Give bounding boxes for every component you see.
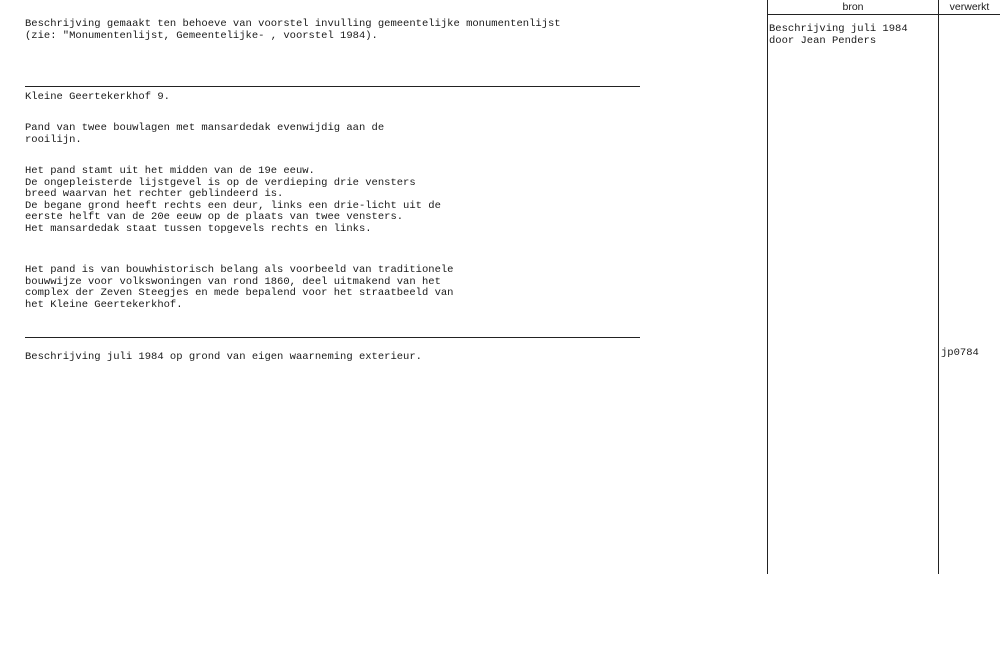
intro-text: Beschrijving gemaakt ten behoeve van voorstel invulling gemeentelijke monumentenlijst (zie: "Monumentenlijst, Gemeentelijke- , voorstel 1984). xyxy=(25,18,561,42)
description-paragraph-1: Pand van twee bouwlagen met mansardedak evenwijdig aan de rooilijn. xyxy=(25,122,385,146)
description-paragraph-3: Het pand is van bouwhistorisch belang als voorbeeld van traditionele bouwwijze voor volkswoningen van rond 1860, deel uitmakend van het complex der Zeven Steegjes en mede bepalend voor het straatbeeld van het Kleine Geertekerkhof. xyxy=(25,264,454,311)
source-footnote: Beschrijving juli 1984 op grond van eigen waarneming exterieur. xyxy=(25,351,422,363)
register-header-rule xyxy=(767,14,1000,15)
bron-column-header: bron xyxy=(842,1,864,13)
verwerkt-entry: jp0784 xyxy=(941,347,979,359)
bron-column-border xyxy=(767,0,768,574)
address-heading: Kleine Geertekerkhof 9. xyxy=(25,91,170,103)
description-paragraph-2: Het pand stamt uit het midden van de 19e eeuw. De ongepleisterde lijstgevel is op de verdieping drie vensters breed waarvan het rechter geblindeerd is. De begane grond heeft rechts een deur, links een drie-licht uit de eerste helft van de 20e eeuw op de plaats van twee vensters. Het mansardedak staat tussen topgevels rechts en links. xyxy=(25,165,441,235)
divider-top xyxy=(25,86,640,87)
divider-bottom xyxy=(25,337,640,338)
verwerkt-column-border xyxy=(938,0,939,574)
bron-entry: Beschrijving juli 1984 door Jean Penders xyxy=(769,23,908,47)
verwerkt-column-header: verwerkt xyxy=(949,1,990,13)
